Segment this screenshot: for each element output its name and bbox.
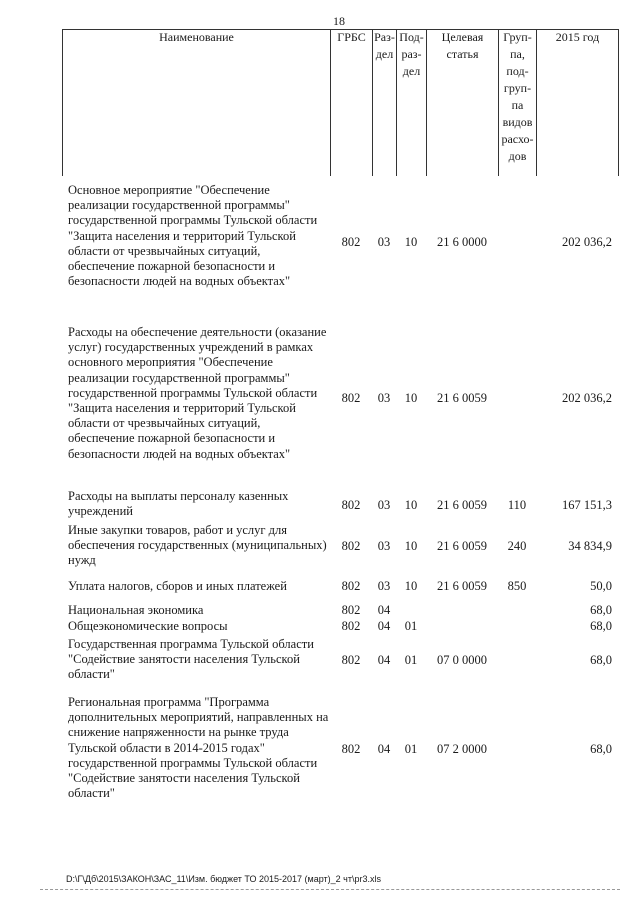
row-amount: 50,0 bbox=[590, 579, 612, 593]
row-csr: 21 6 0059 bbox=[437, 498, 487, 512]
row-grbs: 802 bbox=[341, 498, 361, 512]
row-amount: 167 151,3 bbox=[562, 498, 612, 512]
row-name: Уплата налогов, сборов и иных платежей bbox=[68, 579, 287, 593]
row-csr: 21 6 0059 bbox=[437, 579, 487, 593]
row-podrazdel: 01 bbox=[404, 653, 418, 667]
row-name: Национальная экономика bbox=[68, 603, 204, 617]
row-razdel: 03 bbox=[377, 235, 391, 249]
row-vr: 850 bbox=[507, 579, 527, 593]
file-path-footer: D:\Г\Дб\2015\ЗАКОН\ЗАС_11\Изм. бюджет ТО 2015-2017 (март)_2 чт\pr3.xls bbox=[66, 874, 381, 884]
row-podrazdel: 10 bbox=[404, 579, 418, 593]
header-podrazdel: Под- раз- дел bbox=[396, 29, 426, 176]
row-grbs: 802 bbox=[341, 391, 361, 405]
row-amount: 202 036,2 bbox=[562, 235, 612, 249]
row-amount: 34 834,9 bbox=[568, 539, 612, 553]
row-razdel: 03 bbox=[377, 579, 391, 593]
row-amount: 202 036,2 bbox=[562, 391, 612, 405]
row-podrazdel: 10 bbox=[404, 391, 418, 405]
header-grbs: ГРБС bbox=[330, 29, 372, 176]
row-amount: 68,0 bbox=[590, 742, 612, 756]
row-razdel: 03 bbox=[377, 539, 391, 553]
row-name: Региональная программа "Программа дополнительных мероприятий, направленных на снижение напряженности на рынке труда Тульской области в 2014-2015 годах" государственной программы Тульской области "Содействие занятости населения Тульской области" bbox=[68, 695, 329, 801]
header-razdel: Раз- дел bbox=[372, 29, 396, 176]
page-number: 18 bbox=[333, 14, 345, 28]
row-name: Государственная программа Тульской области "Содействие занятости населения Тульской области" bbox=[68, 637, 314, 682]
row-amount: 68,0 bbox=[590, 619, 612, 633]
row-csr: 07 0 0000 bbox=[437, 653, 487, 667]
row-razdel: 04 bbox=[377, 653, 391, 667]
row-podrazdel: 01 bbox=[404, 619, 418, 633]
row-grbs: 802 bbox=[341, 235, 361, 249]
row-vr: 240 bbox=[507, 539, 527, 553]
row-razdel: 04 bbox=[377, 619, 391, 633]
row-name: Основное мероприятие "Обеспечение реализации государственной программы" государственной программы Тульской области "Защита населения и территорий Тульской области от чрезвычайных ситуаций, обеспечение пожарной безопасности и безопасности людей на водных объектах" bbox=[68, 183, 318, 289]
row-name: Общеэкономические вопросы bbox=[68, 619, 228, 633]
row-grbs: 802 bbox=[341, 653, 361, 667]
row-grbs: 802 bbox=[341, 539, 361, 553]
row-grbs: 802 bbox=[341, 603, 361, 617]
row-csr: 21 6 0059 bbox=[437, 539, 487, 553]
row-podrazdel: 10 bbox=[404, 498, 418, 512]
header-name: Наименование bbox=[62, 29, 330, 176]
row-podrazdel: 10 bbox=[404, 235, 418, 249]
header-year: 2015 год bbox=[536, 29, 619, 176]
header-vr: Груп- па, под- груп- па видов расхо- дов bbox=[498, 29, 536, 176]
row-amount: 68,0 bbox=[590, 603, 612, 617]
scan-artifact-line bbox=[40, 889, 620, 890]
row-grbs: 802 bbox=[341, 579, 361, 593]
row-vr: 110 bbox=[507, 498, 527, 512]
row-name: Расходы на обеспечение деятельности (оказание услуг) государственных учреждений в рамках основного мероприятия "Обеспечение реализации государственной программы" государственной программы Тульской области "Защита населения и территорий Тульской области от чрезвычайных ситуаций, обеспечение пожарной безопасности и безопасности людей на водных объектах" bbox=[68, 325, 327, 461]
row-razdel: 04 bbox=[377, 603, 391, 617]
row-podrazdel: 01 bbox=[404, 742, 418, 756]
row-razdel: 03 bbox=[377, 498, 391, 512]
row-grbs: 802 bbox=[341, 742, 361, 756]
header-csr: Целевая статья bbox=[426, 29, 498, 176]
row-razdel: 03 bbox=[377, 391, 391, 405]
row-podrazdel: 10 bbox=[404, 539, 418, 553]
row-name: Иные закупки товаров, работ и услуг для обеспечения государственных (муниципальных) нужд bbox=[68, 523, 327, 568]
row-csr: 21 6 0000 bbox=[437, 235, 487, 249]
row-csr: 21 6 0059 bbox=[437, 391, 487, 405]
row-csr: 07 2 0000 bbox=[437, 742, 487, 756]
table-header bbox=[62, 29, 619, 176]
row-amount: 68,0 bbox=[590, 653, 612, 667]
row-razdel: 04 bbox=[377, 742, 391, 756]
row-name: Расходы на выплаты персоналу казенных учреждений bbox=[68, 489, 289, 519]
row-grbs: 802 bbox=[341, 619, 361, 633]
